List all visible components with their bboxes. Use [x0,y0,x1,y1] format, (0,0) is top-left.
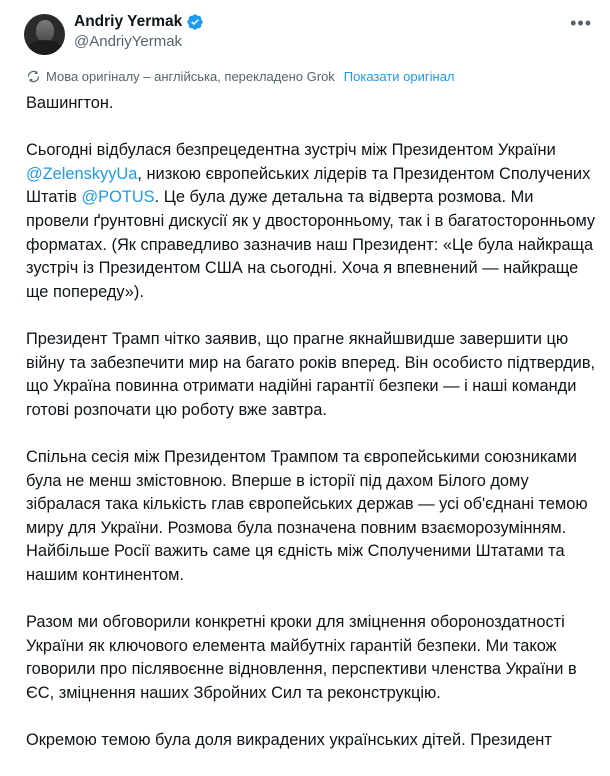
mention-link-potus[interactable]: @POTUS [81,188,155,207]
mention-link-zelenskyy[interactable]: @ZelenskyyUa [26,164,138,183]
author-handle[interactable]: @AndriyYermak [74,33,183,50]
tweet-paragraph-5: Разом ми обговорили конкретні кроки для зміцнення обороноздатності України як ключового елемента майбутніх гарантій безпеки. Ми також говорили про післявоєнне відновлення, перспективи членства України в ЄС, зміцнення наших Збройних Сил та реконструкцію. [26,613,577,702]
tweet-paragraph-1: Вашингтон. [26,94,114,112]
tweet-paragraph-2 [26,139,598,304]
translation-notice-text: Мова оригіналу – англійська, перекладено Grok [46,69,335,84]
author-name-row[interactable] [74,13,204,31]
avatar-body [26,40,64,55]
tweet-paragraph-3: Президент Трамп чітко заявив, що прагне якнайшвидше завершити цю війну та забезпечити мир на багато років вперед. Він особисто підтвердив, що Україна повинна отримати надійні гарантії безпеки — і наші команди готові розпочати цю роботу вже завтра. [26,329,596,419]
translate-globe-icon [26,69,41,84]
tweet-text-segment: Сьогодні відбулася безпрецедентна зустріч між Президентом України [26,141,556,160]
author-name[interactable]: Andriy Yermak [74,13,183,30]
avatar-face [36,20,54,42]
tweet-text-segment: . Це була дуже детальна та відверта розмова. Ми провели ґрунтовні дискусії як у двосторонньому, так і в багатосторонньому форматах. (Як справедливо зазначив наш Президент: «Це була найкраща зустріч із Президентом США на сьогодні. Хоча я впевнений — найкраще ще попереду»). [26,188,596,301]
verified-badge-icon [186,13,204,31]
tweet-text [26,92,598,776]
translation-notice [26,69,455,84]
show-original-link[interactable]: Показати оригінал [343,69,455,84]
tweet-paragraph-4: Спільна сесія між Президентом Трампом та європейськими союзниками була не менш змістовною. Вперше в історії під дахом Білого дому зібралася така кількість глав європейських держав — усі об'єднані темою миру для України. Розмова була позначена повним взаєморозумінням. Найбільше Росії важить саме ця єдність між Сполученими Штатами та нашим континентом. [26,447,588,584]
tweet-text-segment: , низкою європейських лідерів та Президентом Сполучених Штатів [26,164,591,207]
more-options-icon[interactable]: ••• [570,13,592,33]
author-avatar[interactable] [24,14,65,55]
tweet-paragraph-6: Окремою темою була доля викрадених українських дітей. Президент [26,731,552,750]
